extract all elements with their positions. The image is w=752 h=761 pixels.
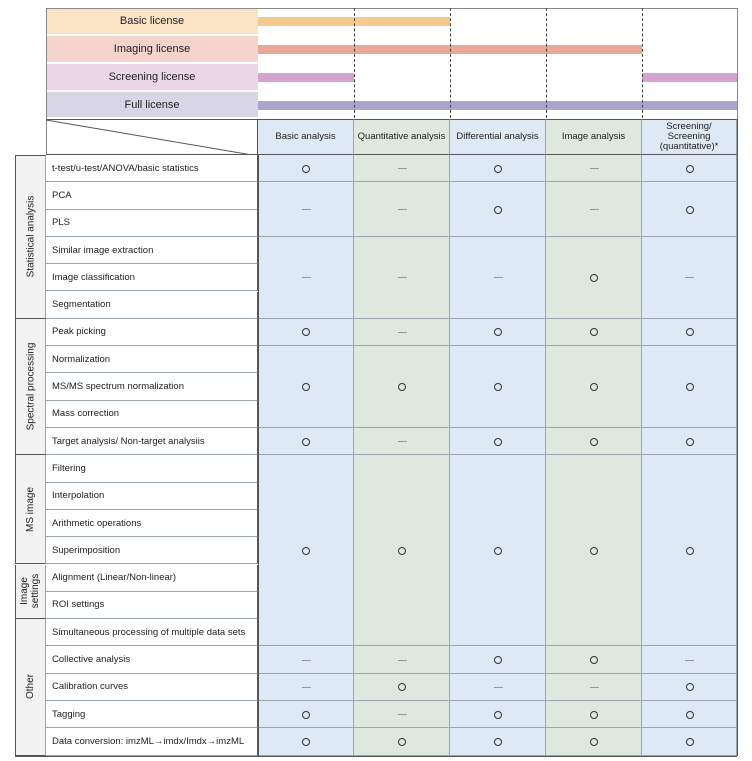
not-available-dash-icon xyxy=(354,155,450,182)
dash-mark xyxy=(590,687,599,688)
available-circle-icon xyxy=(354,728,450,755)
available-circle-icon xyxy=(546,455,642,646)
dash-mark xyxy=(398,441,407,442)
dash-mark xyxy=(398,209,407,210)
column-divider-dashed xyxy=(546,8,547,118)
dash-mark xyxy=(685,277,694,278)
license-label: Imaging license xyxy=(46,36,258,63)
dash-mark xyxy=(398,714,407,715)
not-available-dash-icon xyxy=(546,155,642,182)
available-circle-icon xyxy=(258,701,354,728)
category-label xyxy=(15,455,46,564)
circle-mark xyxy=(494,438,502,446)
feature-row-label: Image classification xyxy=(46,264,258,291)
circle-mark xyxy=(302,383,310,391)
feature-row-label: Mass correction xyxy=(46,401,258,428)
feature-row-label: Peak picking xyxy=(46,319,258,346)
circle-mark xyxy=(686,738,694,746)
not-available-dash-icon xyxy=(258,674,354,701)
dash-mark xyxy=(494,687,503,688)
feature-row-label: Normalization xyxy=(46,346,258,373)
license-bar xyxy=(258,73,354,82)
category-label xyxy=(15,565,46,620)
available-circle-icon xyxy=(258,155,354,182)
license-bar xyxy=(642,73,737,82)
feature-row-label: Calibration curves xyxy=(46,674,258,701)
feature-row-label: ROI settings xyxy=(46,592,258,619)
feature-row-label: Alignment (Linear/Non-linear) xyxy=(46,565,258,592)
circle-mark xyxy=(686,711,694,719)
feature-row-label: MS/MS spectrum normalization xyxy=(46,373,258,400)
feature-row-label: Interpolation xyxy=(46,483,258,510)
not-available-dash-icon xyxy=(354,319,450,346)
circle-mark xyxy=(494,328,502,336)
circle-mark xyxy=(686,438,694,446)
available-circle-icon xyxy=(258,728,354,755)
circle-mark xyxy=(686,683,694,691)
label-column-right-border xyxy=(258,155,259,756)
circle-mark xyxy=(494,206,502,214)
available-circle-icon xyxy=(642,182,737,237)
column-header: Screening/ Screening (quantitative)* xyxy=(642,119,737,155)
not-available-dash-icon xyxy=(354,646,450,673)
available-circle-icon xyxy=(546,319,642,346)
available-circle-icon xyxy=(354,346,450,428)
dash-mark xyxy=(302,209,311,210)
available-circle-icon xyxy=(450,455,546,646)
circle-mark xyxy=(686,383,694,391)
license-bar xyxy=(258,101,737,110)
circle-mark xyxy=(494,165,502,173)
circle-mark xyxy=(590,711,598,719)
feature-row-label: t-test/u-test/ANOVA/basic statistics xyxy=(46,155,258,182)
circle-mark xyxy=(398,738,406,746)
dash-mark xyxy=(398,277,407,278)
feature-row-label: Tagging xyxy=(46,701,258,728)
available-circle-icon xyxy=(258,346,354,428)
available-circle-icon xyxy=(642,701,737,728)
circle-mark xyxy=(590,383,598,391)
circle-mark xyxy=(302,438,310,446)
not-available-dash-icon xyxy=(642,646,737,673)
available-circle-icon xyxy=(258,455,354,646)
available-circle-icon xyxy=(546,346,642,428)
available-circle-icon xyxy=(642,319,737,346)
category-text: Other xyxy=(24,674,36,700)
column-divider-dashed xyxy=(642,8,643,118)
available-circle-icon xyxy=(642,428,737,455)
feature-row-label: Target analysis/ Non-target analysiis xyxy=(46,428,258,455)
dash-mark xyxy=(590,209,599,210)
column-header: Quantitative analysis xyxy=(354,119,450,155)
feature-row-label: PCA xyxy=(46,182,258,209)
table-right-border xyxy=(737,119,738,756)
available-circle-icon xyxy=(546,428,642,455)
available-circle-icon xyxy=(450,428,546,455)
column-header: Basic analysis xyxy=(258,119,354,155)
available-circle-icon xyxy=(450,728,546,755)
dash-mark xyxy=(302,687,311,688)
license-label: Basic license xyxy=(46,8,258,35)
circle-mark xyxy=(686,165,694,173)
available-circle-icon xyxy=(642,346,737,428)
not-available-dash-icon xyxy=(642,237,737,319)
feature-row-label: Arithmetic operations xyxy=(46,510,258,537)
not-available-dash-icon xyxy=(354,428,450,455)
circle-mark xyxy=(590,547,598,555)
category-text: Spectral processing xyxy=(25,342,37,431)
circle-mark xyxy=(398,383,406,391)
available-circle-icon xyxy=(450,319,546,346)
available-circle-icon xyxy=(450,646,546,673)
column-header: Differential analysis xyxy=(450,119,546,155)
license-area-border xyxy=(46,8,737,9)
dash-mark xyxy=(398,660,407,661)
circle-mark xyxy=(494,547,502,555)
feature-row-label: Filtering xyxy=(46,455,258,482)
not-available-dash-icon xyxy=(354,237,450,319)
dash-mark xyxy=(398,168,407,169)
available-circle-icon xyxy=(258,319,354,346)
available-circle-icon xyxy=(546,646,642,673)
dash-mark xyxy=(302,660,311,661)
circle-mark xyxy=(302,547,310,555)
license-label: Full license xyxy=(46,92,258,118)
circle-mark xyxy=(302,738,310,746)
circle-mark xyxy=(494,711,502,719)
not-available-dash-icon xyxy=(450,674,546,701)
circle-mark xyxy=(590,328,598,336)
category-text: Statistical analysis xyxy=(25,196,37,278)
available-circle-icon xyxy=(642,674,737,701)
circle-mark xyxy=(494,383,502,391)
feature-row-label: Segmentation xyxy=(46,292,258,319)
circle-mark xyxy=(398,547,406,555)
not-available-dash-icon xyxy=(546,674,642,701)
dash-mark xyxy=(302,277,311,278)
not-available-dash-icon xyxy=(546,182,642,237)
circle-mark xyxy=(590,656,598,664)
available-circle-icon xyxy=(450,701,546,728)
circle-mark xyxy=(590,738,598,746)
circle-mark xyxy=(686,206,694,214)
circle-mark xyxy=(494,738,502,746)
circle-mark xyxy=(686,547,694,555)
circle-mark xyxy=(590,274,598,282)
dash-mark xyxy=(398,332,407,333)
category-label xyxy=(15,619,46,756)
category-text: Image settings xyxy=(19,574,42,609)
circle-mark xyxy=(590,438,598,446)
not-available-dash-icon xyxy=(258,646,354,673)
category-label xyxy=(15,319,46,456)
circle-mark xyxy=(302,165,310,173)
category-label xyxy=(15,155,46,319)
available-circle-icon xyxy=(546,237,642,319)
feature-row-label: Similar image extraction xyxy=(46,237,258,264)
dash-mark xyxy=(685,660,694,661)
table-bottom-border xyxy=(15,756,737,757)
not-available-dash-icon xyxy=(258,182,354,237)
feature-row-label: Collective analysis xyxy=(46,646,258,673)
circle-mark xyxy=(398,683,406,691)
available-circle-icon xyxy=(546,701,642,728)
feature-row-label: PLS xyxy=(46,210,258,237)
column-divider-dashed xyxy=(450,8,451,118)
available-circle-icon xyxy=(546,728,642,755)
not-available-dash-icon xyxy=(450,237,546,319)
circle-mark xyxy=(494,656,502,664)
available-circle-icon xyxy=(450,346,546,428)
available-circle-icon xyxy=(258,428,354,455)
category-text: MS image xyxy=(25,486,37,532)
not-available-dash-icon xyxy=(258,237,354,319)
available-circle-icon xyxy=(642,155,737,182)
circle-mark xyxy=(302,711,310,719)
not-available-dash-icon xyxy=(354,182,450,237)
circle-mark xyxy=(686,328,694,336)
feature-row-label: Simultaneous processing of multiple data sets xyxy=(46,619,258,646)
available-circle-icon xyxy=(450,182,546,237)
available-circle-icon xyxy=(642,728,737,755)
license-label: Screening license xyxy=(46,64,258,91)
feature-row-label: Superimposition xyxy=(46,537,258,564)
column-divider-dashed xyxy=(354,8,355,118)
dash-mark xyxy=(590,168,599,169)
not-available-dash-icon xyxy=(354,701,450,728)
circle-mark xyxy=(302,328,310,336)
available-circle-icon xyxy=(354,455,450,646)
header-corner-cell xyxy=(46,119,258,155)
available-circle-icon xyxy=(354,674,450,701)
feature-row-label: Data conversion: imzML→imdx/Imdx→imzML xyxy=(46,728,258,755)
available-circle-icon xyxy=(642,455,737,646)
column-header: Image analysis xyxy=(546,119,642,155)
dash-mark xyxy=(494,277,503,278)
available-circle-icon xyxy=(450,155,546,182)
